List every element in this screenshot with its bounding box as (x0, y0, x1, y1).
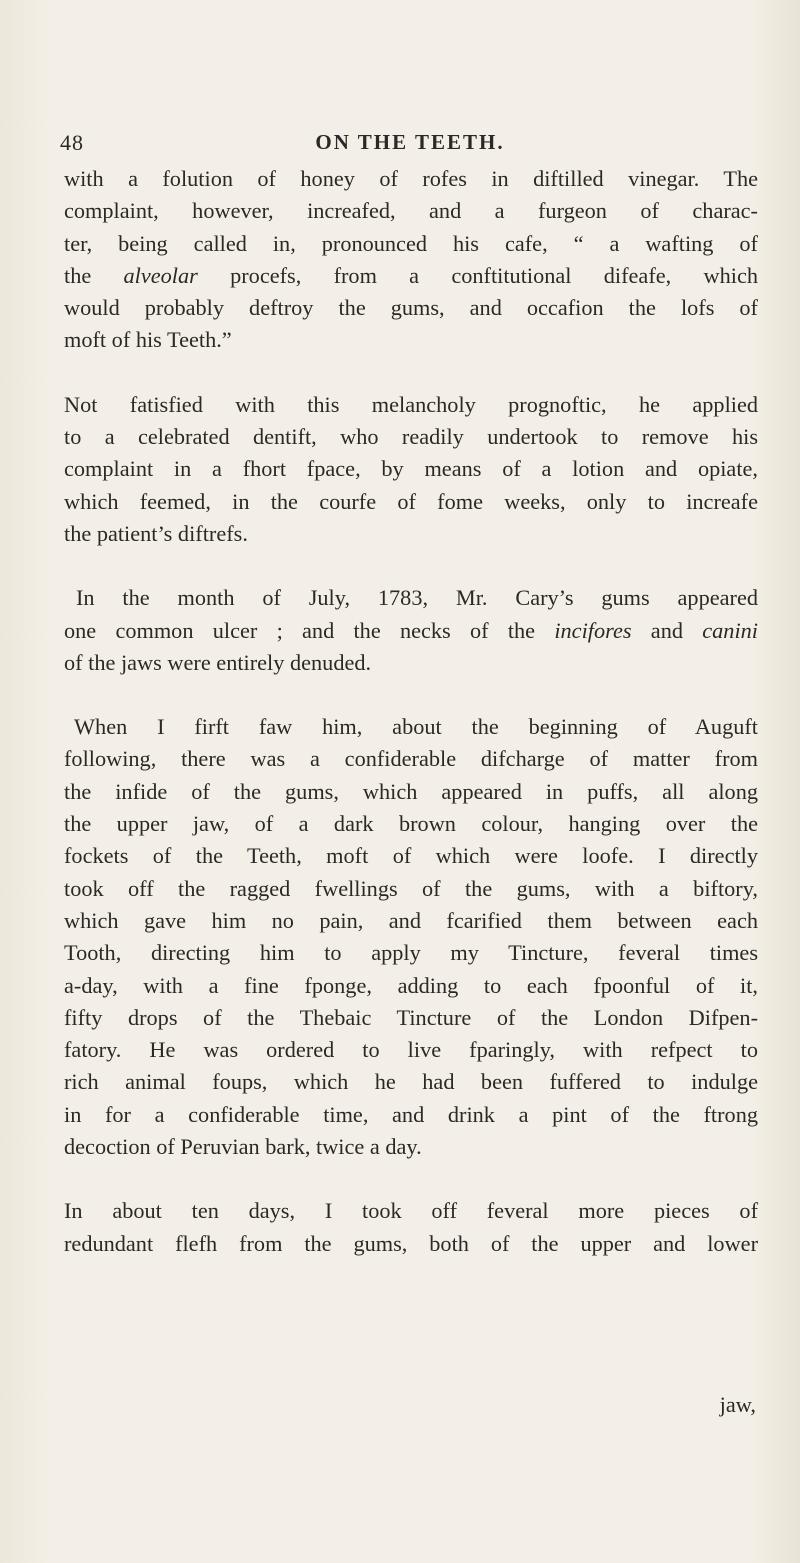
text-line: which feemed, in the courfe of fome weeks, only to increafe (64, 488, 758, 514)
body-text (64, 163, 758, 1260)
italic-term: incifores (554, 617, 632, 643)
catchword: jaw, (719, 1392, 756, 1417)
page-number: 48 (60, 130, 84, 155)
running-head (60, 130, 760, 160)
text-line: to a celebrated dentift, who readily undertook to remove his (64, 424, 758, 450)
text-line: following, there was a confiderable difcharge of matter from (64, 746, 758, 772)
paragraph-4 (64, 711, 758, 1163)
text-line: took off the ragged fwellings of the gums, with a biftory, (64, 875, 758, 901)
text-line: In about ten days, I took off feveral more pieces of (64, 1198, 758, 1224)
text-line: would probably deftroy the gums, and occafion the lofs of (64, 295, 758, 321)
text-line: ter, being called in, pronounced his cafe, “ a wafting of (64, 230, 758, 256)
text-line: a-day, with a fine fponge, adding to each fpoonful of it, (64, 972, 758, 998)
text-line: When I firft faw him, about the beginning of Auguft (74, 714, 758, 740)
text-line: complaint in a fhort fpace, by means of a lotion and opiate, (64, 456, 758, 482)
text-line: decoction of Peruvian bark, twice a day. (64, 1134, 422, 1160)
text-line: fockets of the Teeth, moft of which were loofe. I directly (64, 843, 758, 869)
paragraph-gap (64, 357, 758, 389)
running-title: ON THE TEETH. (315, 130, 505, 154)
paragraph-3 (64, 582, 758, 679)
text-line: redundant flefh from the gums, both of the upper and lower (64, 1230, 758, 1256)
paragraph-gap (64, 550, 758, 582)
paragraph-5 (64, 1195, 758, 1260)
text-line: which gave him no pain, and fcarified them between each (64, 907, 758, 933)
text-line: fifty drops of the Thebaic Tincture of the London Difpen- (64, 1004, 758, 1030)
text-line: moft of his Teeth.” (64, 327, 232, 353)
italic-term: canini (702, 617, 758, 643)
text-line: one common ulcer ; and the necks of the incifores and canini (64, 617, 758, 643)
text-line: Not fatisfied with this melancholy prognoftic, he applied (64, 391, 758, 417)
text-line: the patient’s diftrefs. (64, 520, 248, 546)
text-line: rich animal foups, which he had been fuffered to indulge (64, 1069, 758, 1095)
text-line: Tooth, directing him to apply my Tincture, feveral times (64, 940, 758, 966)
text-line: of the jaws were entirely denuded. (64, 649, 372, 675)
text-line: In the month of July, 1783, Mr. Cary’s gums appeared (76, 585, 758, 611)
text-line: fatory. He was ordered to live fparingly, with refpect to (64, 1037, 758, 1063)
text-line: the alveolar procefs, from a conftitutional difeafe, which (64, 262, 758, 288)
text-line: the infide of the gums, which appeared in puffs, all along (64, 778, 758, 804)
paragraph-gap (64, 1163, 758, 1195)
text-line: the upper jaw, of a dark brown colour, hanging over the (64, 811, 758, 837)
italic-term: alveolar (123, 262, 198, 288)
paragraph-2 (64, 389, 758, 550)
paragraph-1 (64, 163, 758, 357)
paragraph-gap (64, 679, 758, 711)
text-line: complaint, however, increafed, and a furgeon of charac- (64, 198, 758, 224)
text-line: in for a confiderable time, and drink a pint of the ftrong (64, 1101, 758, 1127)
text-line: with a folution of honey of rofes in diftilled vinegar. The (64, 166, 758, 191)
